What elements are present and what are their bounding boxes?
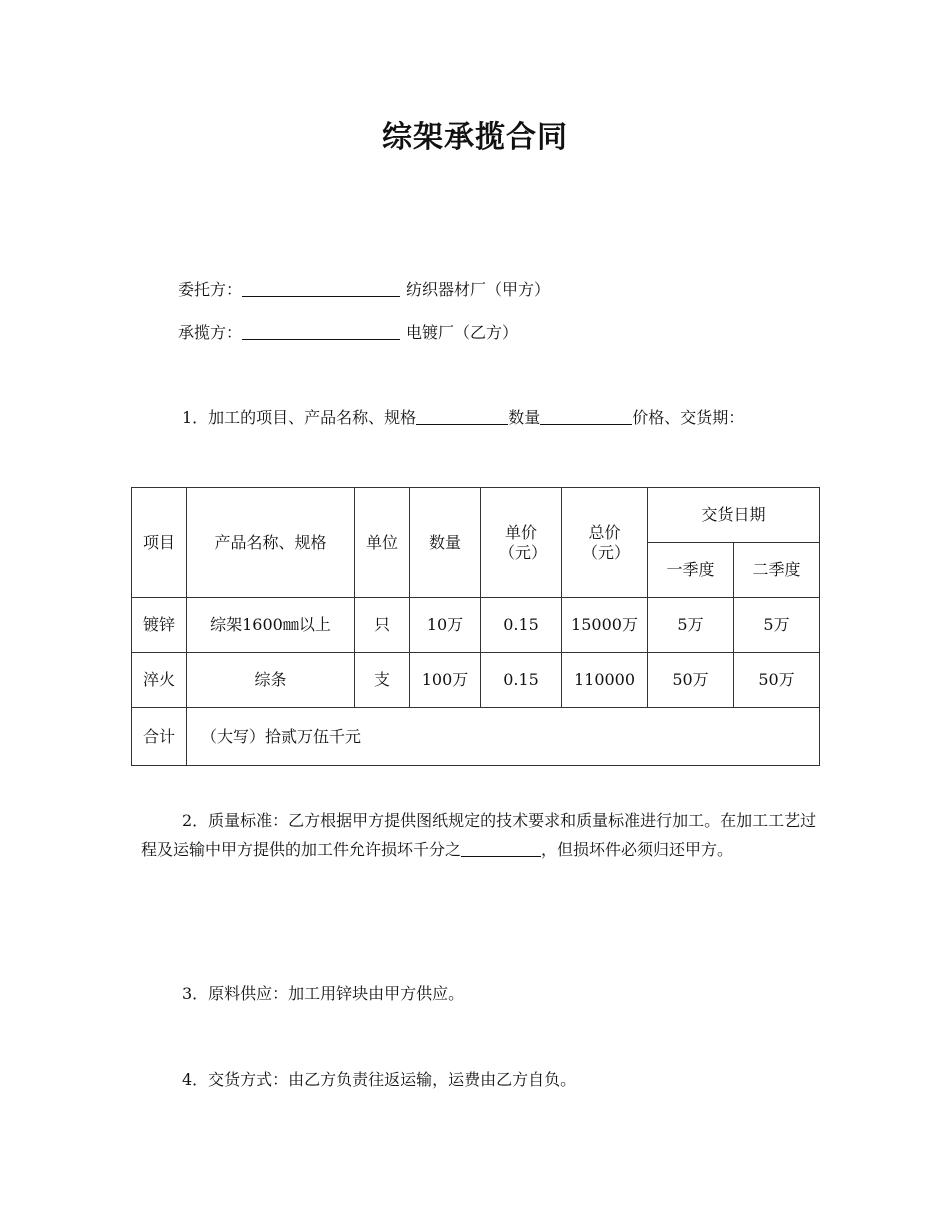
clause-2-text-b: ，但损坏件必须归还甲方。	[541, 840, 734, 859]
contractor-name: 电镀厂（乙方）	[406, 323, 519, 342]
clause-3: 3．原料供应：加工用锌块由甲方供应。	[182, 984, 465, 1003]
header-q2: 二季度	[734, 543, 820, 598]
table-row	[132, 653, 820, 708]
clause-2-text-a: 2．质量标准：乙方根据甲方提供图纸规定的技术要求和质量标准进行加工。在加工工艺过程及运输中甲方提供的加工件允许损坏千分之	[141, 811, 817, 859]
document-title: 综架承揽合同	[382, 120, 568, 155]
client-blank	[242, 295, 400, 297]
table-row	[132, 598, 820, 653]
cell-item: 镀锌	[132, 598, 187, 653]
client-party-line	[178, 277, 550, 300]
header-name-spec: 产品名称、规格	[187, 488, 355, 598]
header-total-price: 总价（元）	[562, 488, 648, 598]
processing-table	[131, 487, 820, 766]
damage-rate-blank	[461, 855, 541, 857]
clause-4: 4．交货方式：由乙方负责往返运输，运费由乙方自负。	[182, 1070, 577, 1089]
cell-name-spec: 综架1600㎜以上	[187, 598, 355, 653]
total-label: 合计	[132, 708, 187, 766]
quantity-blank	[540, 423, 632, 425]
header-quantity: 数量	[410, 488, 481, 598]
clause-1-text-a: 1．加工的项目、产品名称、规格	[182, 408, 417, 427]
cell-unit-price: 0.15	[481, 598, 562, 653]
header-unit: 单位	[355, 488, 410, 598]
header-delivery-date: 交货日期	[648, 488, 820, 543]
cell-quantity: 10万	[410, 598, 481, 653]
cell-q2: 50万	[734, 653, 820, 708]
cell-name-spec: 综条	[187, 653, 355, 708]
table-total-row	[132, 708, 820, 766]
spec-blank	[416, 423, 508, 425]
cell-unit: 只	[355, 598, 410, 653]
cell-unit-price: 0.15	[481, 653, 562, 708]
cell-total-price: 110000	[562, 653, 648, 708]
header-unit-price: 单价（元）	[481, 488, 562, 598]
total-value: （大写）拾贰万伍千元	[187, 708, 820, 766]
clause-2	[141, 806, 817, 864]
clause-1-text-b: 数量	[508, 408, 541, 427]
clause-1-text-c: 价格、交货期：	[632, 408, 745, 427]
clause-1	[182, 405, 744, 428]
cell-unit: 支	[355, 653, 410, 708]
header-item: 项目	[132, 488, 187, 598]
cell-total-price: 15000万	[562, 598, 648, 653]
client-name: 纺织器材厂（甲方）	[406, 280, 551, 299]
contractor-label: 承揽方：	[178, 323, 243, 342]
header-q1: 一季度	[648, 543, 734, 598]
contractor-party-line	[178, 320, 518, 343]
cell-q1: 50万	[648, 653, 734, 708]
cell-q2: 5万	[734, 598, 820, 653]
cell-q1: 5万	[648, 598, 734, 653]
cell-quantity: 100万	[410, 653, 481, 708]
contractor-blank	[242, 338, 400, 340]
client-label: 委托方：	[178, 280, 243, 299]
cell-item: 淬火	[132, 653, 187, 708]
table-header-row	[132, 488, 820, 543]
